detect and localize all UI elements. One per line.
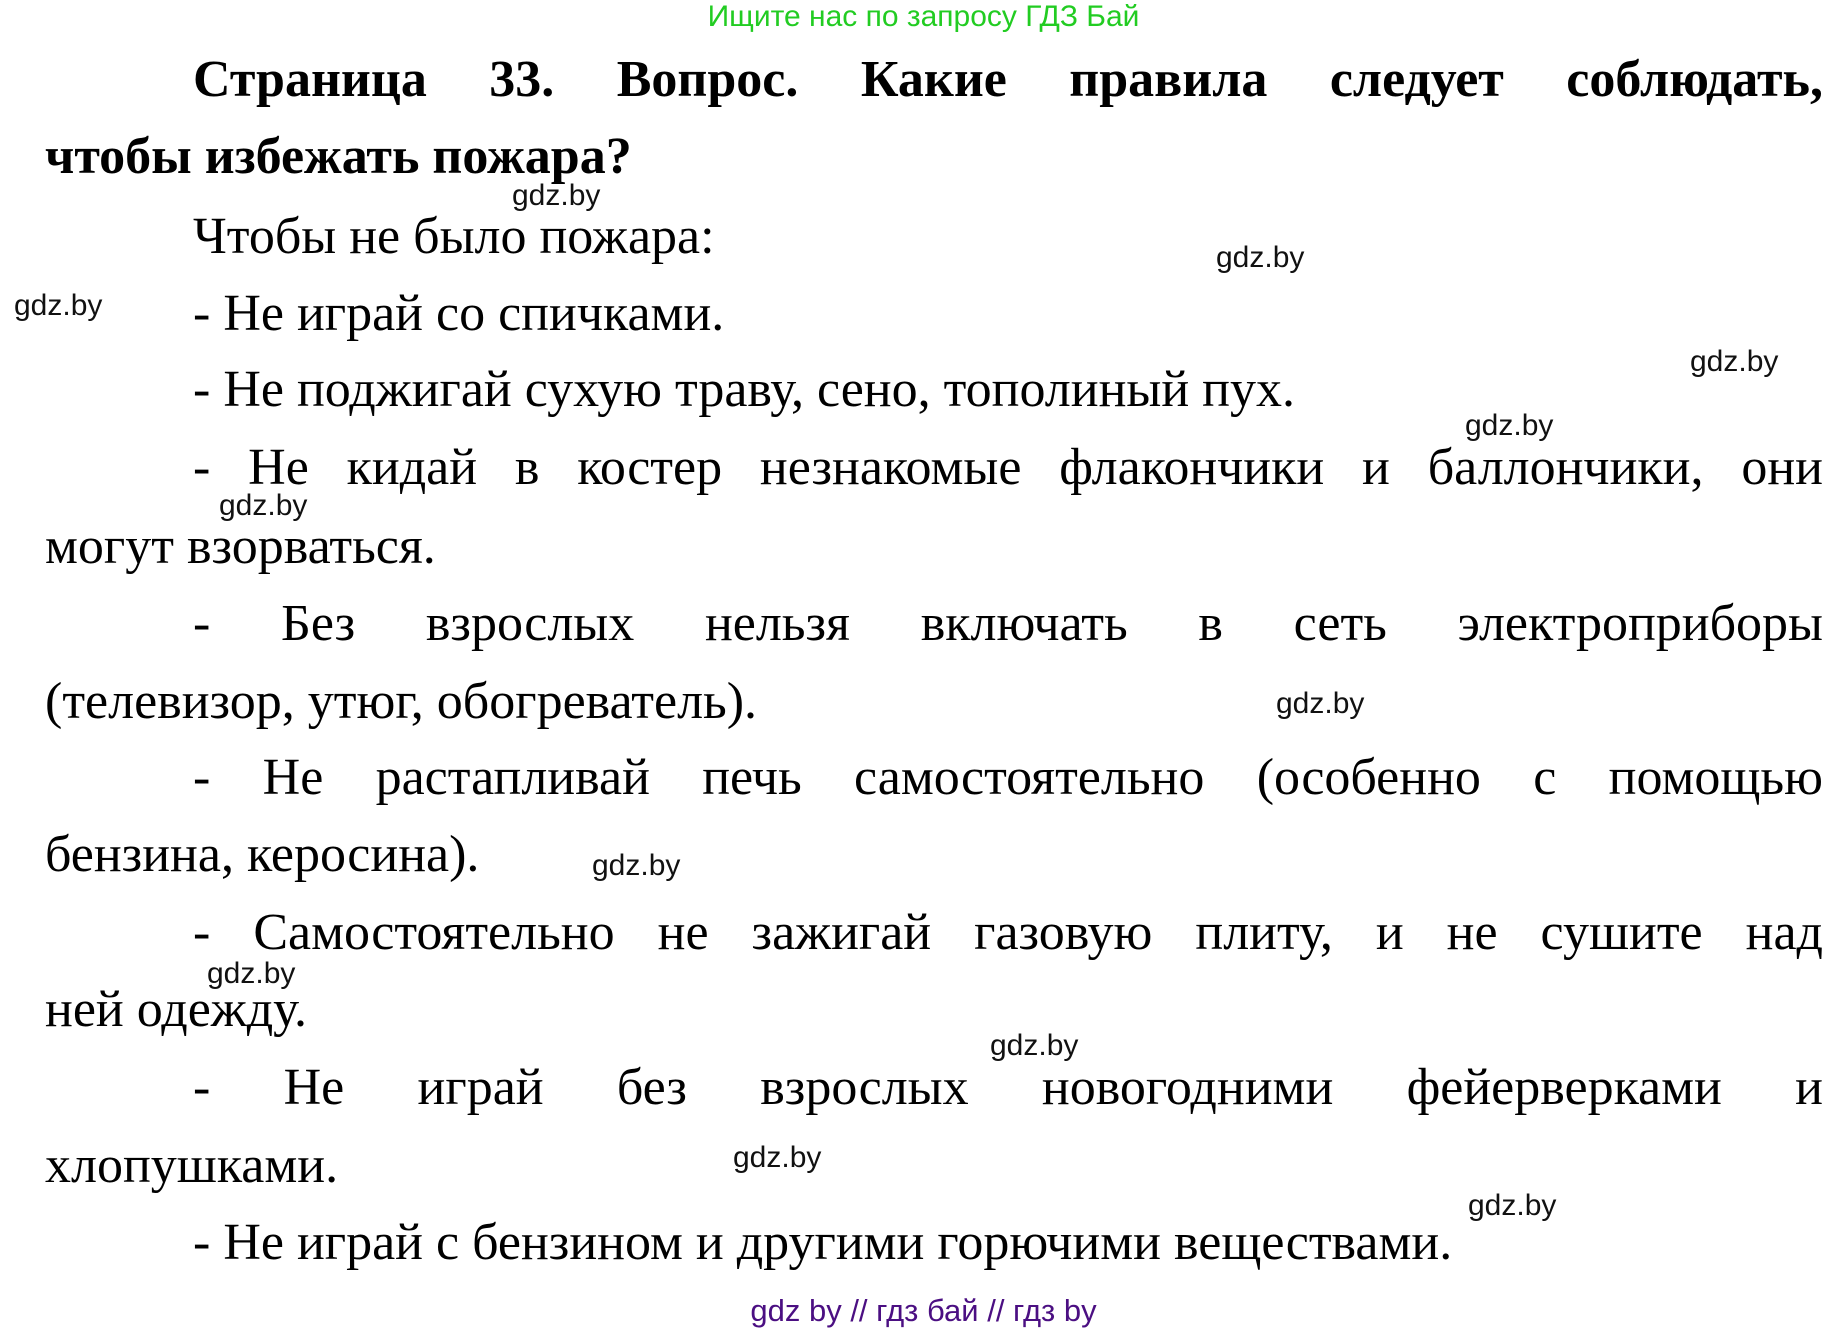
watermark: gdz.by xyxy=(207,957,296,990)
watermark: gdz.by xyxy=(219,489,308,522)
rule-5-line-1: - Не растапливай печь самостоятельно (особенно с помощью xyxy=(193,749,1823,806)
intro-text: Чтобы не было пожара: xyxy=(193,208,715,265)
rule-4-line-1: - Без взрослых нельзя включать в сеть электроприборы xyxy=(193,595,1823,652)
watermark: gdz.by xyxy=(1216,241,1305,274)
rule-5-line-2: бензина, керосина). xyxy=(45,826,480,883)
watermark: gdz.by xyxy=(990,1029,1079,1062)
watermark: gdz.by xyxy=(1465,409,1554,442)
rule-3-line-2: могут взорваться. xyxy=(45,518,436,575)
watermark: gdz.by xyxy=(1468,1189,1557,1222)
watermark: gdz.by xyxy=(592,849,681,882)
rule-4-line-2: (телевизор, утюг, обогреватель). xyxy=(45,673,758,730)
watermark: gdz.by xyxy=(14,289,103,322)
watermark: gdz.by xyxy=(733,1141,822,1174)
page-title-line-1: Страница 33. Вопрос. Какие правила следует соблюдать, xyxy=(193,51,1823,108)
rule-7-line-1: - Не играй без взрослых новогодними фейерверками и xyxy=(193,1059,1823,1116)
page-title-line-2: чтобы избежать пожара? xyxy=(45,128,632,185)
footer-banner: gdz by // гдз бай // гдз by xyxy=(750,1293,1097,1328)
rule-7-line-2: хлопушками. xyxy=(45,1137,339,1194)
search-hint-banner: Ищите нас по запросу ГДЗ Бай xyxy=(707,0,1140,33)
rule-3-line-1: - Не кидай в костер незнакомые флакончики и баллончики, они xyxy=(193,439,1823,496)
watermark: gdz.by xyxy=(1690,345,1779,378)
rule-6-line-2: ней одежду. xyxy=(45,981,307,1038)
rule-8: - Не играй с бензином и другими горючими веществами. xyxy=(193,1214,1453,1271)
watermark: gdz.by xyxy=(512,179,601,212)
rule-1: - Не играй со спичками. xyxy=(193,285,725,342)
rule-2: - Не поджигай сухую траву, сено, тополиный пух. xyxy=(193,361,1296,418)
rule-6-line-1: - Самостоятельно не зажигай газовую плиту, и не сушите над xyxy=(193,904,1823,961)
watermark: gdz.by xyxy=(1276,687,1365,720)
